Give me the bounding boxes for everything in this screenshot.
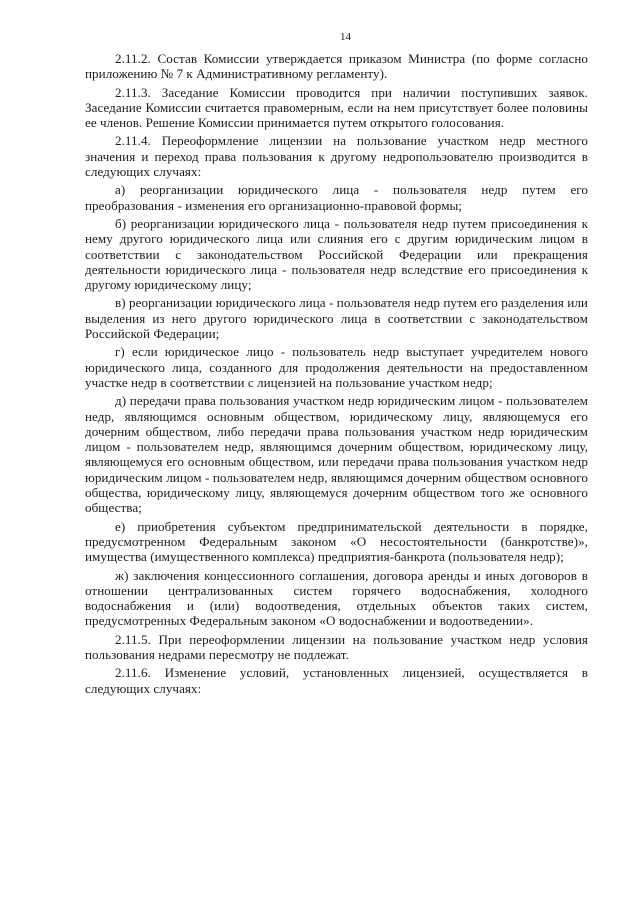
list-item-e: е) приобретения субъектом предпринимательской деятельности в порядке, предусмотренном Федеральным законом «О несостоятельности (банкротстве)», имущества (имущественного комплекса) предприятия-банкрота (пользователя недр);: [85, 518, 588, 565]
list-item-v: в) реорганизации юридического лица - пользователя недр путем его разделения или выделения из него другого юридического лица в соответствии с законодательством Российской Федерации;: [85, 295, 588, 342]
list-item-g: г) если юридическое лицо - пользователь недр выступает учредителем нового юридического лица, созданного для продолжения деятельности на предоставленном участке недр в соответствии с лицензией на пользование участком недр;: [85, 344, 588, 390]
list-item-zh: ж) заключения концессионного соглашения, договора аренды и иных договоров в отношении централизованных систем горячего водоснабжения, холодного водоснабжения и (или) водоотведения, отдельных объектов таких систем, предусмотренных Федеральным законом «О водоснабжении и водоотведении».: [85, 567, 588, 629]
list-item-a: а) реорганизации юридического лица - пользователя недр путем его преобразования - изменения его организационно-правовой формы;: [85, 182, 588, 213]
paragraph-2-11-3: 2.11.3. Заседание Комиссии проводится при наличии поступивших заявок. Заседание Комиссии считается правомерным, если на нем присутствует более половины ее членов. Решение Комиссии принимается путем открытого голосования.: [85, 84, 588, 131]
paragraph-2-11-2: 2.11.2. Состав Комиссии утверждается приказом Министра (по форме согласно приложению № 7 к Административному регламенту).: [85, 51, 588, 82]
paragraph-2-11-6: 2.11.6. Изменение условий, установленных лицензией, осуществляется в следующих случаях:: [85, 665, 588, 696]
list-item-b: б) реорганизации юридического лица - пользователя недр путем присоединения к нему другого юридического лица или слияния его с другим юридическим лицом в соответствии с законодательством Российской Федерации или прекращения деятельности юридического лица - пользователя недр вследствие его присоединения к другому юридическому лицу;: [85, 215, 588, 293]
paragraph-2-11-4: 2.11.4. Переоформление лицензии на пользование участком недр местного значения и переход права пользования к другому недропользователю производится в следующих случаях:: [85, 133, 588, 180]
list-item-d: д) передачи права пользования участком недр юридическим лицом - пользователем недр, являющимся основным обществом, юридическому лицу, являющемуся его дочерним обществом, либо передачи права пользования участком недр юридическим лицом - пользователем недр, являющимся дочерним обществом, юридическому лицу, являющемуся его основным обществом, или передачи права пользования участком недр юридическим лицом - пользователем недр, являющимся дочерним обществом основного общества, юридическому лицу, являющемуся дочерним обществом того же основного общества;: [85, 393, 588, 516]
paragraph-2-11-5: 2.11.5. При переоформлении лицензии на пользование участком недр условия пользования недрами пересмотру не подлежат.: [85, 631, 588, 662]
page-number: 14: [340, 31, 351, 43]
